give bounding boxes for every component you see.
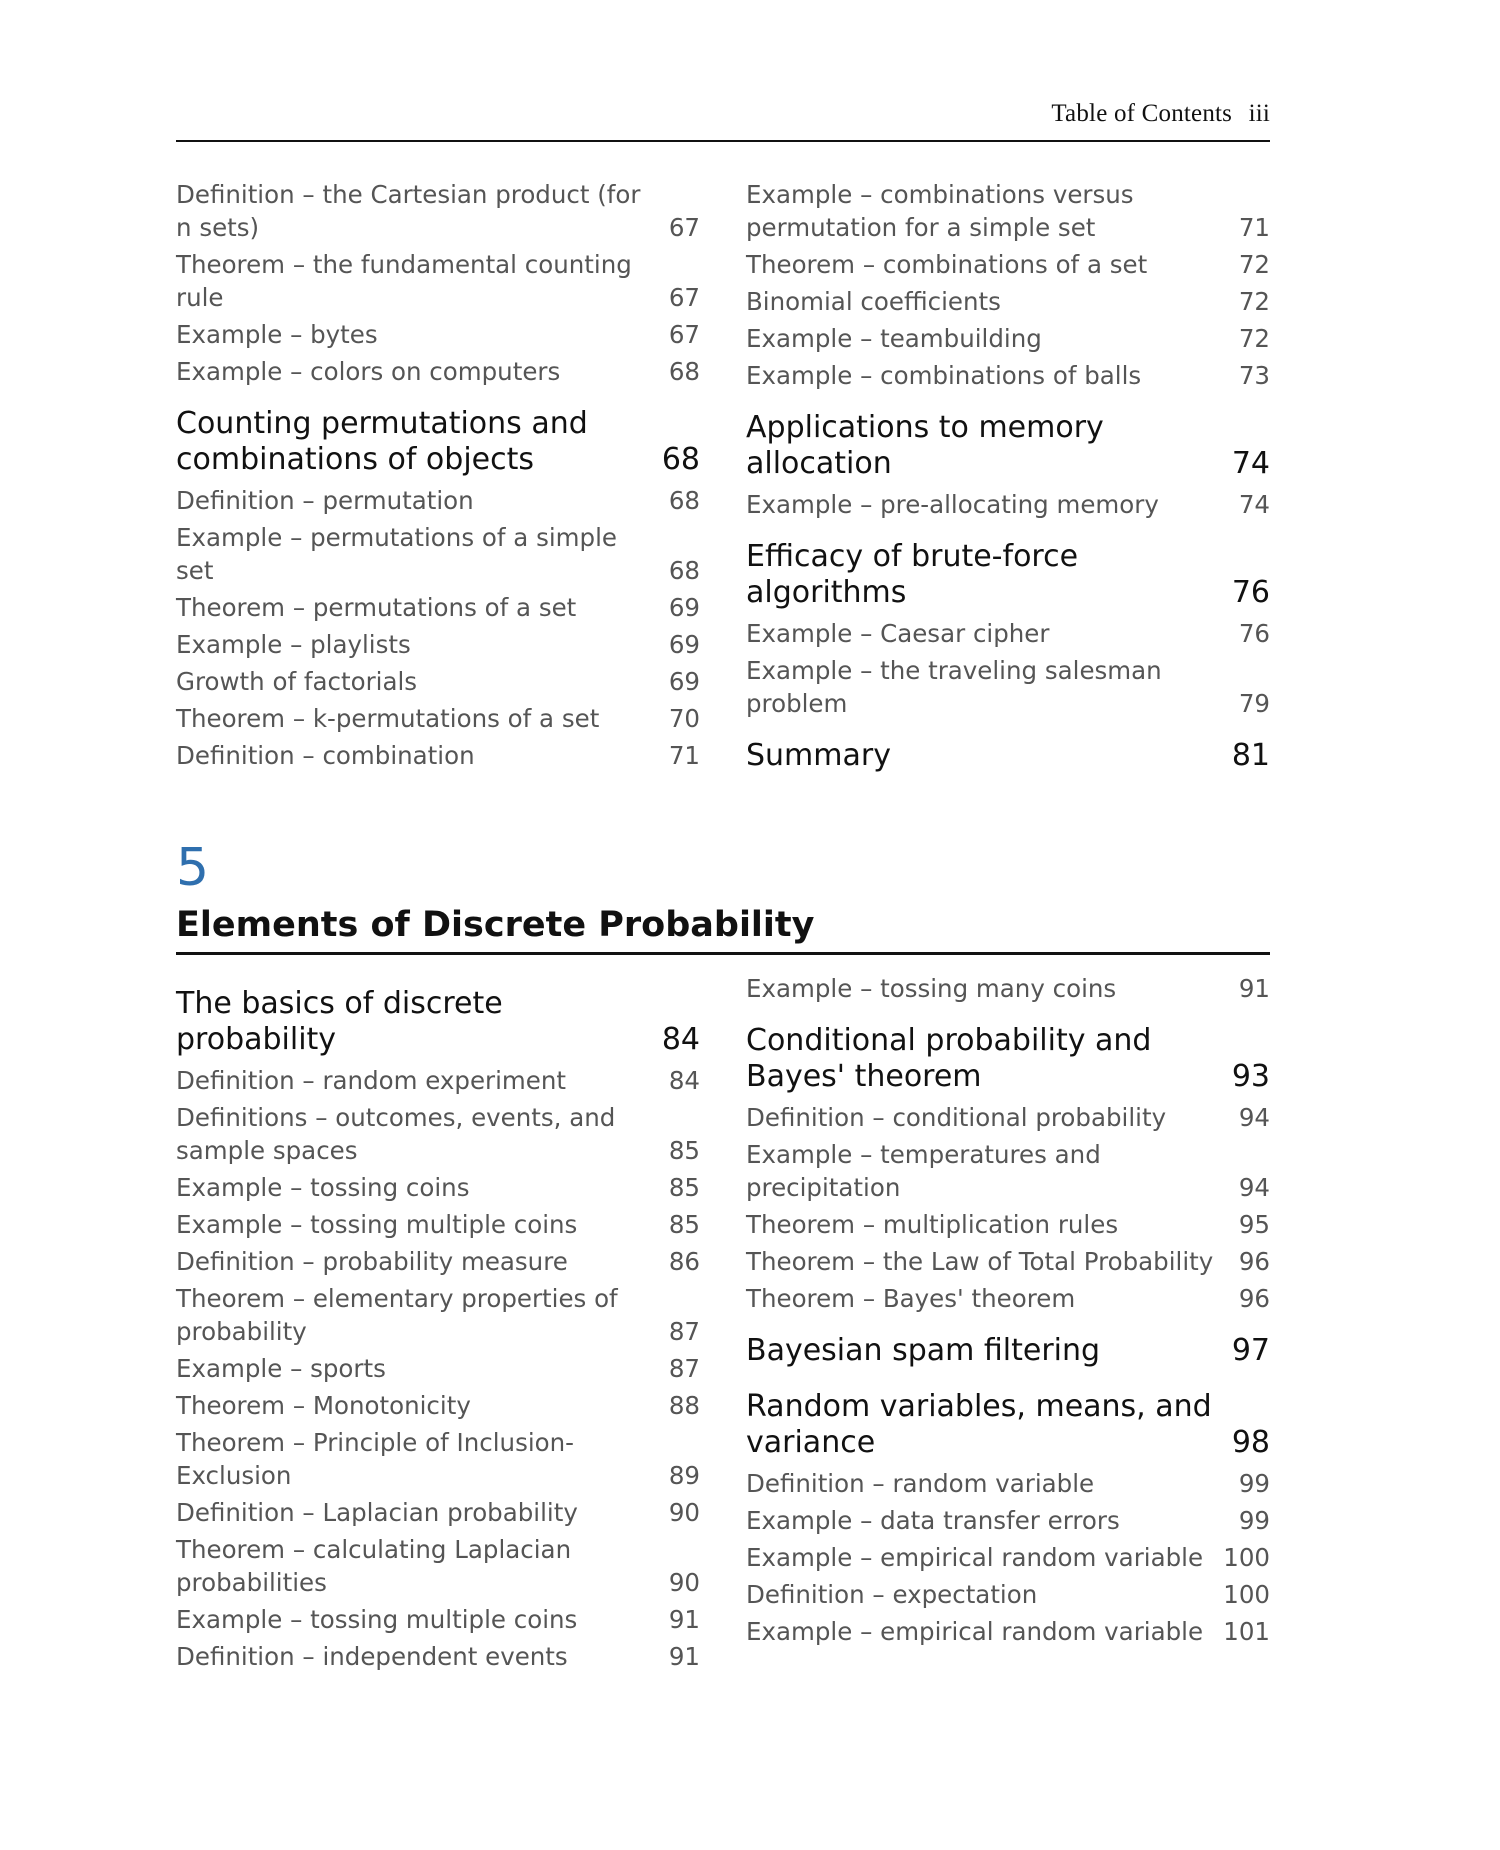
entry-title: Example – pre-allocating memory	[746, 490, 1159, 519]
toc-entry[interactable]	[746, 1245, 1270, 1282]
entry-title: Theorem – the fundamental counting rule	[176, 250, 632, 312]
entry-title: Example – tossing coins	[176, 1173, 470, 1202]
toc-page	[176, 0, 1270, 1850]
chapter-title: Elements of Discrete Probability	[176, 905, 815, 945]
toc-entry[interactable]	[746, 178, 1270, 248]
header-divider	[176, 140, 1270, 142]
entry-title: Definition – conditional probability	[746, 1103, 1167, 1132]
entry-title: Theorem – Monotonicity	[176, 1391, 471, 1420]
page-number: 99	[1238, 1469, 1270, 1498]
entry-title: Example – Caesar cipher	[746, 619, 1050, 648]
toc-entry[interactable]	[176, 1640, 700, 1677]
page-number: 68	[668, 556, 700, 585]
page-number: 73	[1238, 361, 1270, 390]
page-number: 87	[668, 1354, 700, 1383]
section-title: Efficacy of brute-force algorithms	[746, 539, 1079, 610]
toc-section-heading[interactable]	[746, 539, 1270, 611]
running-header-title: Table of Contents	[1051, 100, 1233, 127]
running-header	[176, 100, 1270, 128]
toc-bottom-columns	[176, 972, 1270, 1677]
entry-title: Definition – probability measure	[176, 1247, 568, 1276]
toc-entry[interactable]	[176, 739, 700, 776]
page-number: 70	[668, 704, 700, 733]
page-number: 85	[668, 1173, 700, 1202]
entry-title: Example – the traveling salesman problem	[746, 656, 1162, 718]
toc-entry[interactable]	[746, 248, 1270, 285]
page-number: 96	[1238, 1284, 1270, 1313]
toc-entry[interactable]	[176, 702, 700, 739]
entry-title: Example – tossing multiple coins	[176, 1605, 578, 1634]
page-number: 68	[668, 357, 700, 386]
page-number: 89	[668, 1461, 700, 1490]
toc-column-right	[746, 972, 1270, 1677]
page-number: 96	[1238, 1247, 1270, 1276]
page-number: 74	[1231, 446, 1270, 481]
section-title: Bayesian spam filtering	[746, 1333, 1101, 1368]
toc-entry[interactable]	[746, 1578, 1270, 1615]
toc-entry[interactable]	[176, 355, 700, 392]
page-number: 90	[668, 1568, 700, 1597]
entry-title: Theorem – Bayes' theorem	[746, 1284, 1076, 1313]
page-number: 74	[1238, 490, 1270, 519]
page-number: 85	[668, 1136, 700, 1165]
entry-title: Example – data transfer errors	[746, 1506, 1120, 1535]
entry-title: Definition – Laplacian probability	[176, 1498, 578, 1527]
toc-entry[interactable]	[176, 1496, 700, 1533]
entry-title: Theorem – calculating Laplacian probabilities	[176, 1535, 572, 1597]
toc-section-heading[interactable]	[746, 738, 1270, 774]
page-number: 72	[1238, 287, 1270, 316]
entry-title: Theorem – combinations of a set	[746, 250, 1148, 279]
entry-title: Example – teambuilding	[746, 324, 1042, 353]
toc-entry[interactable]	[176, 178, 700, 248]
entry-title: Example – tossing many coins	[746, 974, 1117, 1003]
page-number: 69	[668, 630, 700, 659]
entry-title: Theorem – k-permutations of a set	[176, 704, 600, 733]
toc-section-heading[interactable]	[746, 1333, 1270, 1369]
page-number: 94	[1238, 1103, 1270, 1132]
entry-title: Growth of factorials	[176, 667, 418, 696]
entry-title: Binomial coefficients	[746, 287, 1001, 316]
page-number: 90	[668, 1498, 700, 1527]
toc-column-left	[176, 178, 700, 780]
toc-entry[interactable]	[746, 488, 1270, 525]
toc-section-heading[interactable]	[176, 406, 700, 478]
toc-entry[interactable]	[176, 665, 700, 702]
toc-entry[interactable]	[746, 1504, 1270, 1541]
section-title: Counting permutations and combinations of objects	[176, 406, 588, 477]
entry-title: Example – empirical random variable	[746, 1543, 1204, 1572]
toc-entry[interactable]	[746, 972, 1270, 1009]
page-number: 72	[1238, 250, 1270, 279]
page-number: 71	[1238, 213, 1270, 242]
toc-entry[interactable]	[176, 1208, 700, 1245]
page-number: 69	[668, 667, 700, 696]
toc-entry[interactable]	[176, 484, 700, 521]
entry-title: Definition – expectation	[746, 1580, 1038, 1609]
entry-title: Theorem – permutations of a set	[176, 593, 577, 622]
toc-section-heading[interactable]	[746, 1389, 1270, 1461]
toc-entry[interactable]	[176, 1282, 700, 1352]
toc-section-heading[interactable]	[746, 410, 1270, 482]
toc-entry[interactable]	[176, 1064, 700, 1101]
toc-entry[interactable]	[176, 1245, 700, 1282]
toc-section-heading[interactable]	[746, 1023, 1270, 1095]
toc-entry[interactable]	[176, 521, 700, 591]
page-number: 94	[1238, 1173, 1270, 1202]
chapter-divider	[176, 952, 1270, 955]
page-number: 68	[668, 486, 700, 515]
entry-title: Theorem – the Law of Total Probability	[746, 1247, 1214, 1276]
toc-column-left	[176, 972, 700, 1677]
page-number: 81	[1231, 738, 1270, 773]
page-number: 88	[668, 1391, 700, 1420]
entry-title: Example – combinations versus permutation for a simple set	[746, 180, 1134, 242]
toc-entry[interactable]	[746, 1615, 1270, 1652]
page-number: 91	[1238, 974, 1270, 1003]
page-number: 67	[668, 283, 700, 312]
page-number: 67	[668, 213, 700, 242]
toc-section-heading[interactable]	[176, 986, 700, 1058]
page-number: 101	[1223, 1617, 1270, 1646]
toc-entry[interactable]	[746, 285, 1270, 322]
entry-title: Definition – random experiment	[176, 1066, 566, 1095]
page-number: 100	[1223, 1543, 1270, 1572]
section-title: Applications to memory allocation	[746, 410, 1104, 481]
entry-title: Definition – combination	[176, 741, 475, 770]
toc-entry[interactable]	[176, 248, 700, 318]
toc-entry[interactable]	[176, 628, 700, 665]
page-number: 69	[668, 593, 700, 622]
entry-title: Definitions – outcomes, events, and sample spaces	[176, 1103, 616, 1165]
section-title: Summary	[746, 738, 891, 773]
toc-entry[interactable]	[746, 359, 1270, 396]
toc-entry[interactable]	[176, 1426, 700, 1496]
page-number: 85	[668, 1210, 700, 1239]
section-title: The basics of discrete probability	[176, 986, 503, 1057]
page-number: 98	[1231, 1425, 1270, 1460]
entry-title: Theorem – elementary properties of probability	[176, 1284, 618, 1346]
page-number: 67	[668, 320, 700, 349]
page-number: 86	[668, 1247, 700, 1276]
toc-entry[interactable]	[176, 1101, 700, 1171]
page-number: 100	[1223, 1580, 1270, 1609]
page-number: 87	[668, 1317, 700, 1346]
toc-entry[interactable]	[746, 1208, 1270, 1245]
page-number: 76	[1238, 619, 1270, 648]
entry-title: Theorem – Principle of Inclusion-Exclusion	[176, 1428, 574, 1490]
toc-entry[interactable]	[176, 1389, 700, 1426]
entry-title: Example – temperatures and precipitation	[746, 1140, 1101, 1202]
page-number: 71	[668, 741, 700, 770]
entry-title: Example – bytes	[176, 320, 378, 349]
page-number: 76	[1231, 575, 1270, 610]
page-number: 97	[1231, 1333, 1270, 1368]
entry-title: Example – permutations of a simple set	[176, 523, 617, 585]
running-header-page-number: iii	[1248, 100, 1270, 127]
page-number: 68	[661, 442, 700, 477]
toc-entry[interactable]	[746, 1282, 1270, 1319]
entry-title: Example – colors on computers	[176, 357, 561, 386]
entry-title: Theorem – multiplication rules	[746, 1210, 1119, 1239]
toc-entry[interactable]	[746, 1541, 1270, 1578]
page-number: 79	[1238, 689, 1270, 718]
page-number: 93	[1231, 1059, 1270, 1094]
toc-entry[interactable]	[176, 318, 700, 355]
toc-column-right	[746, 178, 1270, 780]
toc-entry[interactable]	[176, 1603, 700, 1640]
page-number: 91	[668, 1605, 700, 1634]
toc-top-columns	[176, 178, 1270, 780]
toc-entry[interactable]	[176, 1533, 700, 1603]
page-number: 72	[1238, 324, 1270, 353]
entry-title: Definition – the Cartesian product (for n sets)	[176, 180, 641, 242]
entry-title: Example – playlists	[176, 630, 411, 659]
entry-title: Definition – independent events	[176, 1642, 568, 1671]
page-number: 99	[1238, 1506, 1270, 1535]
entry-title: Example – tossing multiple coins	[176, 1210, 578, 1239]
page-number: 95	[1238, 1210, 1270, 1239]
entry-title: Definition – random variable	[746, 1469, 1095, 1498]
section-title: Conditional probability and Bayes' theorem	[746, 1023, 1152, 1094]
entry-title: Example – sports	[176, 1354, 386, 1383]
toc-entry[interactable]	[746, 1101, 1270, 1138]
toc-entry[interactable]	[176, 591, 700, 628]
entry-title: Example – empirical random variable	[746, 1617, 1204, 1646]
toc-entry[interactable]	[746, 617, 1270, 654]
page-number: 84	[661, 1022, 700, 1057]
page-number: 91	[668, 1642, 700, 1671]
toc-entry[interactable]	[176, 1171, 700, 1208]
section-title: Random variables, means, and variance	[746, 1389, 1212, 1460]
toc-entry[interactable]	[746, 1467, 1270, 1504]
toc-entry[interactable]	[746, 654, 1270, 724]
toc-entry[interactable]	[746, 322, 1270, 359]
chapter-number: 5	[176, 838, 210, 898]
toc-entry[interactable]	[176, 1352, 700, 1389]
entry-title: Definition – permutation	[176, 486, 474, 515]
page-number: 84	[668, 1066, 700, 1095]
entry-title: Example – combinations of balls	[746, 361, 1142, 390]
toc-entry[interactable]	[746, 1138, 1270, 1208]
